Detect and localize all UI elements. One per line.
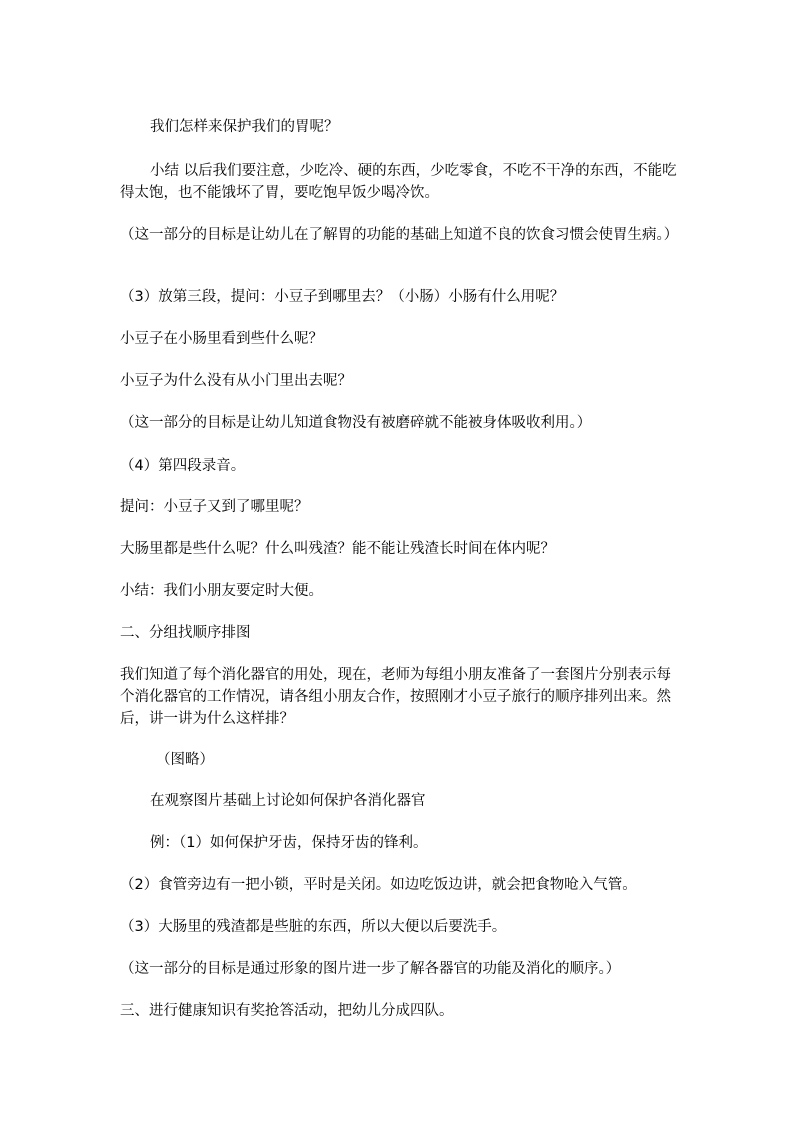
paragraph-question-large-intestine: 大肠里都是些什么呢？什么叫残渣？能不能让残渣长时间在体内呢？ — [120, 541, 555, 557]
paragraph-discussion: 在观察图片基础上讨论如何保护各消化器官 — [150, 793, 426, 809]
paragraph-summary-stomach: 小结 以后我们要注意，少吃冷、硬的东西，少吃零食，不吃不干净的东西，不能吃得太饱，也不能饿坏了胃，要吃饱早饭少喝冷饮。 — [120, 163, 677, 201]
paragraph-goal-pictures: （这一部分的目标是通过形象的图片进一步了解各器官的功能及消化的顺序。） — [120, 961, 621, 977]
heading-section-three: 三、进行健康知识有奖抢答活动，把幼儿分成四队。 — [120, 1003, 454, 1019]
paragraph-question-protect-stomach: 我们怎样来保护我们的胃呢？ — [150, 119, 339, 135]
paragraph-question-where: 提问：小豆子又到了哪里呢？ — [120, 499, 309, 515]
paragraph-group-activity: 我们知道了每个消化器官的用处，现在，老师为每组小朋友准备了一套图片分别表示每个消化器官的工作情况，请各组小朋友合作，按照刚才小豆子旅行的顺序排列出来。然后，讲一讲为什么这样排？ — [120, 667, 671, 727]
heading-section-two: 二、分组找顺序排图 — [120, 625, 251, 641]
paragraph-example-large-intestine: （3）大肠里的残渣都是些脏的东西，所以大便以后要洗手。 — [120, 919, 507, 935]
paragraph-question-small-intestine-see: 小豆子在小肠里看到些什么呢？ — [120, 331, 323, 347]
paragraph-section4-recording: （4）第四段录音。 — [120, 458, 246, 474]
paragraph-figure-omitted: （图略） — [156, 752, 214, 768]
paragraph-example-esophagus: （2）食管旁边有一把小锁，平时是关闭。如边吃饭边讲，就会把食物呛入气管。 — [120, 877, 637, 893]
paragraph-question-small-door: 小豆子为什么没有从小门里出去呢？ — [120, 373, 352, 389]
paragraph-goal-stomach: （这一部分的目标是让幼儿在了解胃的功能的基础上知道不良的饮食习惯会使胃生病。） — [120, 227, 679, 243]
paragraph-section3-small-intestine: （3）放第三段，提问：小豆子到哪里去？（小肠）小肠有什么用呢？ — [120, 289, 565, 305]
paragraph-goal-small-intestine: （这一部分的目标是让幼儿知道食物没有被磨碎就不能被身体吸收利用。） — [120, 415, 592, 431]
paragraph-example-teeth: 例：（1）如何保护牙齿，保持牙齿的锋利。 — [150, 835, 428, 851]
paragraph-summary-bowel: 小结：我们小朋友要定时大便。 — [120, 583, 323, 599]
